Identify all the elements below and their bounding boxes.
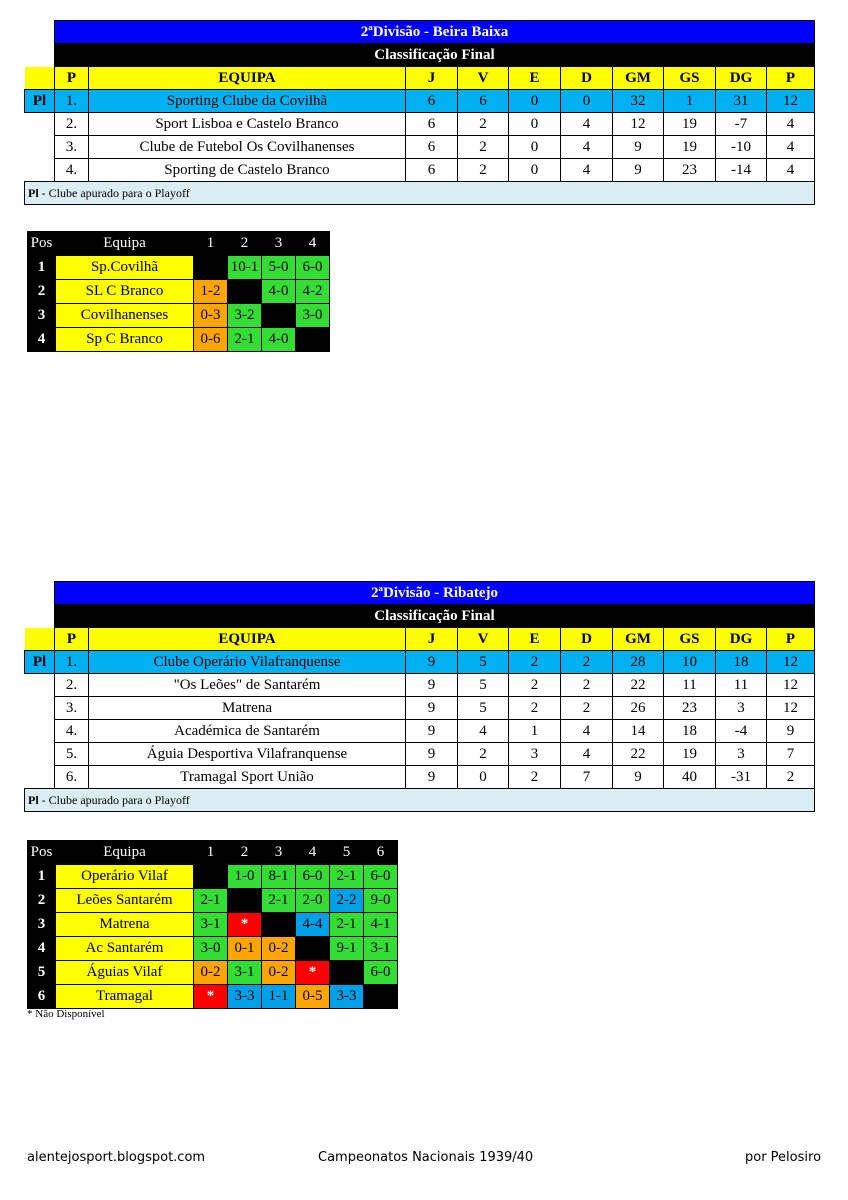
row-points: 7 [767,743,815,766]
row-draws: 2 [509,651,561,674]
row-pos: 4. [55,720,89,743]
result-cell: 3-3 [330,985,364,1009]
row-draws: 0 [509,159,561,182]
note-text: - Clube apurado para o Playoff [38,186,190,200]
row-points: 12 [767,90,815,113]
result-cell [194,256,228,280]
row-played: 6 [406,113,458,136]
row-played: 9 [406,697,458,720]
table-row [25,90,815,113]
row-points: 4 [767,136,815,159]
result-cell: * [296,961,330,985]
result-cell: 6-0 [364,961,398,985]
header-goal-diff: DG [716,628,767,651]
row-wins: 0 [458,766,509,789]
footer-site: alentejosport.blogspot.com [27,1150,206,1165]
header-draws: E [509,67,561,90]
result-cell: 0-6 [194,328,228,352]
result-cell: 5-0 [262,256,296,280]
header-played: J [406,628,458,651]
row-goals-against: 1 [664,90,716,113]
ribatejo-title: 2ªDivisão - Ribatejo [55,582,815,605]
footer-author: por Pelosiro [745,1150,822,1165]
table-row [25,743,815,766]
row-played: 6 [406,136,458,159]
result-cell: 2-1 [228,328,262,352]
header-points: P [767,628,815,651]
row-points: 12 [767,697,815,720]
table-row [25,113,815,136]
row-goal-diff: 3 [716,697,767,720]
result-cell: 4-0 [262,328,296,352]
row-team: "Os Leões" de Santarém [89,674,406,697]
header-draws: E [509,628,561,651]
row-goals-against: 11 [664,674,716,697]
result-cell: 3-1 [228,961,262,985]
row-wins: 2 [458,159,509,182]
row-losses: 7 [561,766,613,789]
header-played: J [406,67,458,90]
row-goal-diff: -31 [716,766,767,789]
row-pos: 1. [55,90,89,113]
result-cell: 4-2 [296,280,330,304]
matrix-header-team: Equipa [56,841,194,865]
row-goals-against: 10 [664,651,716,674]
row-goals-against: 18 [664,720,716,743]
result-cell: 3-1 [194,913,228,937]
result-cell: 3-1 [364,937,398,961]
row-losses: 0 [561,90,613,113]
result-cell: 0-2 [262,937,296,961]
row-wins: 2 [458,136,509,159]
matrix-row [28,304,330,328]
result-cell [262,913,296,937]
matrix-row [28,889,398,913]
row-played: 9 [406,720,458,743]
matrix-pos: 5 [28,961,56,985]
matrix-pos: 3 [28,304,56,328]
row-team: Clube Operário Vilafranquense [89,651,406,674]
matrix-header-col: 4 [296,232,330,256]
result-cell: 0-3 [194,304,228,328]
row-goals-for: 32 [613,90,664,113]
result-cell: * [228,913,262,937]
row-team: Águia Desportiva Vilafranquense [89,743,406,766]
row-wins: 6 [458,90,509,113]
matrix-row [28,256,330,280]
header-goals-against: GS [664,628,716,651]
row-team: Sporting de Castelo Branco [89,159,406,182]
ribatejo-results-matrix [27,840,398,1009]
matrix-team: Operário Vilaf [56,865,194,889]
row-points: 2 [767,766,815,789]
row-losses: 4 [561,720,613,743]
table-row [25,674,815,697]
matrix-header-col: 2 [228,232,262,256]
row-pos: 1. [55,651,89,674]
matrix-pos: 4 [28,937,56,961]
note-label: Pl [28,793,39,807]
header-losses: D [561,67,613,90]
matrix-row [28,280,330,304]
result-cell: 8-1 [262,865,296,889]
row-draws: 3 [509,743,561,766]
matrix-team: Ac Santarém [56,937,194,961]
result-cell: 0-2 [262,961,296,985]
row-draws: 0 [509,113,561,136]
matrix-row [28,985,398,1009]
row-goals-against: 40 [664,766,716,789]
row-goals-against: 23 [664,697,716,720]
matrix-header-team: Equipa [56,232,194,256]
matrix-pos: 2 [28,280,56,304]
header-points: P [767,67,815,90]
row-goal-diff: 18 [716,651,767,674]
result-cell: 6-0 [296,865,330,889]
row-losses: 2 [561,651,613,674]
row-goals-against: 23 [664,159,716,182]
header-goals-for: GM [613,67,664,90]
matrix-team: Covilhanenses [56,304,194,328]
row-pos: 5. [55,743,89,766]
row-pos: 2. [55,674,89,697]
matrix-team: SL C Branco [56,280,194,304]
row-draws: 2 [509,766,561,789]
matrix-team: Sp C Branco [56,328,194,352]
matrix-row [28,328,330,352]
result-cell: 2-1 [330,865,364,889]
row-goals-against: 19 [664,743,716,766]
row-goal-diff: -7 [716,113,767,136]
row-draws: 1 [509,720,561,743]
result-cell [228,280,262,304]
header-losses: D [561,628,613,651]
row-draws: 2 [509,697,561,720]
header-wins: V [458,67,509,90]
table-row [25,651,815,674]
matrix-header-col: 5 [330,841,364,865]
row-pos: 3. [55,697,89,720]
row-losses: 4 [561,136,613,159]
row-goal-diff: 31 [716,90,767,113]
result-cell: 4-1 [364,913,398,937]
result-cell: 1-0 [228,865,262,889]
playoff-badge: Pl [25,90,55,113]
result-cell: 4-4 [296,913,330,937]
matrix-pos: 3 [28,913,56,937]
row-draws: 0 [509,90,561,113]
row-draws: 0 [509,136,561,159]
row-losses: 2 [561,697,613,720]
table-row [25,766,815,789]
row-goals-against: 19 [664,113,716,136]
table-row [25,697,815,720]
matrix-row [28,913,398,937]
result-cell: 6-0 [296,256,330,280]
result-cell: 1-1 [262,985,296,1009]
row-points: 4 [767,159,815,182]
result-cell: 2-0 [296,889,330,913]
result-cell [262,304,296,328]
row-wins: 5 [458,651,509,674]
row-points: 4 [767,113,815,136]
result-cell: 2-1 [330,913,364,937]
beira-standings-table [24,20,815,205]
row-losses: 2 [561,674,613,697]
row-team: Matrena [89,697,406,720]
matrix-team: Sp.Covilhã [56,256,194,280]
header-team: EQUIPA [89,628,406,651]
row-team: Sport Lisboa e Castelo Branco [89,113,406,136]
row-points: 12 [767,651,815,674]
matrix-header-col: 3 [262,841,296,865]
row-wins: 2 [458,743,509,766]
row-played: 9 [406,766,458,789]
row-goals-for: 9 [613,159,664,182]
result-cell: 3-0 [296,304,330,328]
result-cell [330,961,364,985]
row-played: 6 [406,90,458,113]
playoff-note [25,789,815,812]
row-wins: 2 [458,113,509,136]
result-cell: 1-2 [194,280,228,304]
row-goals-for: 22 [613,743,664,766]
row-wins: 5 [458,674,509,697]
matrix-header-pos: Pos [28,232,56,256]
row-goals-for: 14 [613,720,664,743]
matrix-team: Matrena [56,913,194,937]
row-team: Clube de Futebol Os Covilhanenses [89,136,406,159]
matrix-header-col: 1 [194,841,228,865]
row-wins: 5 [458,697,509,720]
ribatejo-standings-table [24,581,815,812]
row-team: Sporting Clube da Covilhã [89,90,406,113]
ribatejo-subtitle: Classificação Final [55,605,815,628]
header-pos: P [55,628,89,651]
result-cell: 4-0 [262,280,296,304]
row-pos: 4. [55,159,89,182]
row-played: 6 [406,159,458,182]
playoff-note [25,182,815,205]
row-goals-for: 28 [613,651,664,674]
matrix-header-col: 2 [228,841,262,865]
row-pos: 6. [55,766,89,789]
matrix-pos: 6 [28,985,56,1009]
result-cell: 9-1 [330,937,364,961]
result-cell [194,865,228,889]
playoff-badge: Pl [25,651,55,674]
note-text: - Clube apurado para o Playoff [38,793,190,807]
row-points: 12 [767,674,815,697]
row-wins: 4 [458,720,509,743]
matrix-pos: 1 [28,865,56,889]
row-goal-diff: 11 [716,674,767,697]
result-cell: 3-3 [228,985,262,1009]
row-goal-diff: -4 [716,720,767,743]
table-row [25,159,815,182]
matrix-row [28,937,398,961]
row-played: 9 [406,651,458,674]
matrix-pos: 4 [28,328,56,352]
matrix-header-col: 6 [364,841,398,865]
matrix-header-pos: Pos [28,841,56,865]
row-played: 9 [406,674,458,697]
matrix-team: Tramagal [56,985,194,1009]
row-losses: 4 [561,743,613,766]
matrix-pos: 2 [28,889,56,913]
result-cell: 3-0 [194,937,228,961]
result-cell: 9-0 [364,889,398,913]
result-cell [228,889,262,913]
table-row [25,136,815,159]
row-goals-for: 22 [613,674,664,697]
result-cell: * [194,985,228,1009]
result-cell [364,985,398,1009]
row-losses: 4 [561,113,613,136]
matrix-team: Águias Vilaf [56,961,194,985]
result-cell: 0-2 [194,961,228,985]
header-pos: P [55,67,89,90]
result-cell: 2-1 [194,889,228,913]
matrix-row [28,865,398,889]
row-goals-for: 26 [613,697,664,720]
result-cell: 10-1 [228,256,262,280]
beira-title: 2ªDivisão - Beira Baixa [55,21,815,44]
footer-title: Campeonatos Nacionais 1939/40 [318,1150,534,1165]
result-cell [296,937,330,961]
matrix-team: Leões Santarém [56,889,194,913]
row-team: Tramagal Sport União [89,766,406,789]
result-cell: 0-5 [296,985,330,1009]
row-draws: 2 [509,674,561,697]
row-goal-diff: -10 [716,136,767,159]
header-wins: V [458,628,509,651]
row-goals-against: 19 [664,136,716,159]
row-losses: 4 [561,159,613,182]
table-row [25,720,815,743]
result-cell: 0-1 [228,937,262,961]
result-cell: 6-0 [364,865,398,889]
row-goals-for: 12 [613,113,664,136]
header-goals-for: GM [613,628,664,651]
result-cell: 3-2 [228,304,262,328]
row-pos: 2. [55,113,89,136]
row-played: 9 [406,743,458,766]
result-cell: 2-2 [330,889,364,913]
header-goal-diff: DG [716,67,767,90]
matrix-pos: 1 [28,256,56,280]
row-goals-for: 9 [613,766,664,789]
row-pos: 3. [55,136,89,159]
row-goal-diff: -14 [716,159,767,182]
note-label: Pl [28,186,39,200]
beira-results-matrix [27,231,330,352]
result-cell: 2-1 [262,889,296,913]
result-cell [296,328,330,352]
beira-subtitle: Classificação Final [55,44,815,67]
matrix-row [28,961,398,985]
row-team: Académica de Santarém [89,720,406,743]
row-goal-diff: 3 [716,743,767,766]
header-team: EQUIPA [89,67,406,90]
row-points: 9 [767,720,815,743]
matrix-header-col: 3 [262,232,296,256]
footnote: * Não Disponível [27,1008,105,1020]
header-goals-against: GS [664,67,716,90]
matrix-header-col: 4 [296,841,330,865]
row-goals-for: 9 [613,136,664,159]
matrix-header-col: 1 [194,232,228,256]
